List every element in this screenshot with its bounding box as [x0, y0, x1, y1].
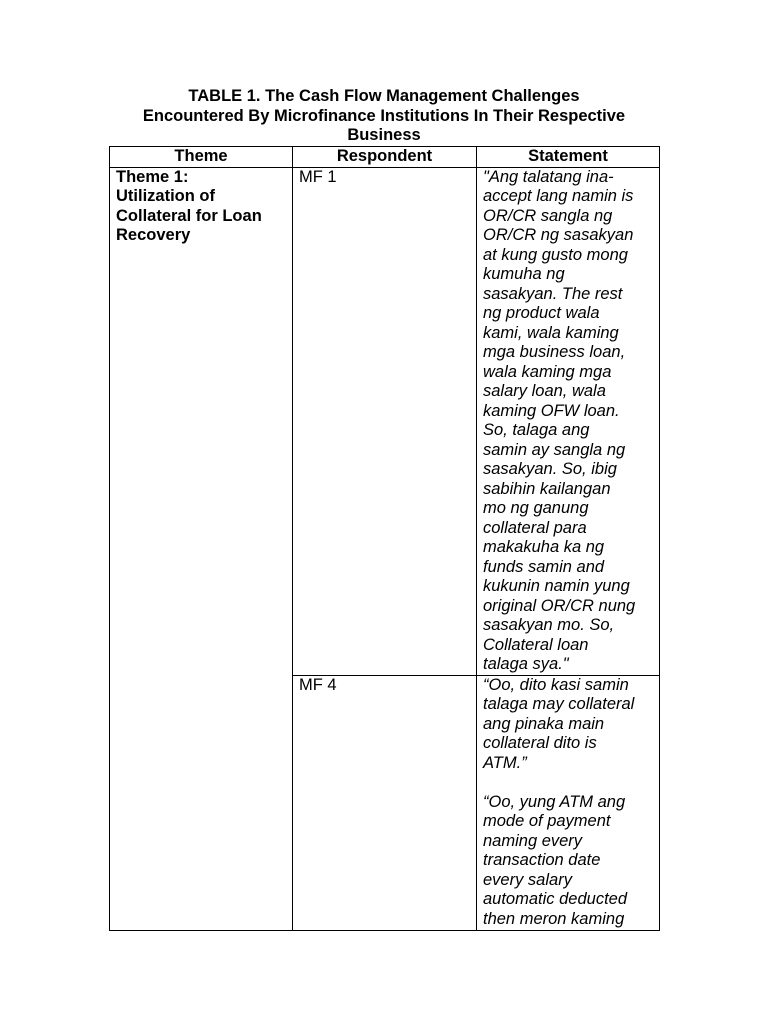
statement-line: collateral para	[483, 518, 587, 537]
challenges-table	[109, 146, 660, 931]
statement-line: "Ang talatang ina-	[483, 167, 614, 186]
statement-line: Collateral loan	[483, 635, 589, 654]
statement-line: mode of payment	[483, 812, 611, 830]
statement-cell	[477, 167, 660, 675]
statement-line: mga business loan,	[483, 343, 626, 361]
header-statement: Statement	[477, 147, 660, 168]
caption-line-3: Business	[347, 126, 421, 144]
statement-line: samin ay sangla ng	[483, 440, 626, 459]
statement-line: “Oo, yung ATM ang	[483, 792, 626, 811]
statement-line: kumuha ng	[483, 265, 565, 283]
statement-line: OR/CR sangla ng	[483, 206, 613, 225]
statement-blank-line	[483, 773, 653, 793]
header-respondent: Respondent	[293, 147, 477, 168]
statement-line: naming every	[483, 831, 583, 850]
statement-line: accept lang namin is	[483, 187, 634, 205]
statement-line: sasakyan. The rest	[483, 284, 623, 303]
table-row	[110, 167, 660, 675]
statement-line: salary loan, wala	[483, 382, 606, 400]
statement-line: wala kaming mga	[483, 362, 612, 381]
statement-line: ATM.”	[483, 753, 527, 772]
statement-line: then meron kaming	[483, 909, 625, 928]
statement-line: talaga sya."	[483, 655, 569, 673]
statement-line: kaming OFW loan.	[483, 401, 620, 420]
theme-line: Collateral for Loan	[116, 206, 262, 225]
statement-line: collateral dito is	[483, 734, 597, 752]
statement-line: sasakyan. So, ibig	[483, 460, 617, 478]
statement-line: every salary	[483, 870, 572, 889]
caption-line-1: TABLE 1. The Cash Flow Management Challenges	[188, 87, 580, 105]
theme-cell	[110, 167, 293, 930]
theme-line: Utilization of	[116, 187, 215, 205]
respondent-cell: MF 1	[293, 167, 477, 675]
statement-line: original OR/CR nung	[483, 596, 636, 615]
caption-line-2: Encountered By Microfinance Institutions In Their Respective	[142, 106, 626, 125]
statement-line: sasakyan mo. So,	[483, 616, 615, 634]
theme-line: Recovery	[116, 226, 191, 244]
statement-line: OR/CR ng sasakyan	[483, 226, 634, 244]
statement-line: talaga may collateral	[483, 695, 635, 713]
statement-line: ng product wala	[483, 304, 600, 322]
statement-line: makakuha ka ng	[483, 538, 605, 556]
table-caption	[110, 87, 658, 146]
statement-line: mo ng ganung	[483, 499, 589, 517]
statement-cell	[477, 675, 660, 930]
statement-line: “Oo, dito kasi samin	[483, 675, 629, 694]
statement-line: kami, wala kaming	[483, 323, 619, 342]
statement-line: kukunin namin yung	[483, 577, 630, 595]
statement-line: funds samin and	[483, 557, 605, 576]
statement-line: So, talaga ang	[483, 421, 590, 439]
header-theme: Theme	[110, 147, 293, 168]
theme-line: Theme 1:	[116, 167, 189, 186]
statement-line: transaction date	[483, 851, 601, 869]
table-header-row	[110, 147, 660, 168]
statement-line: at kung gusto mong	[483, 245, 628, 264]
statement-line: automatic deducted	[483, 890, 628, 908]
respondent-cell: MF 4	[293, 675, 477, 930]
statement-line: sabihin kailangan	[483, 479, 611, 498]
statement-line: ang pinaka main	[483, 714, 605, 733]
